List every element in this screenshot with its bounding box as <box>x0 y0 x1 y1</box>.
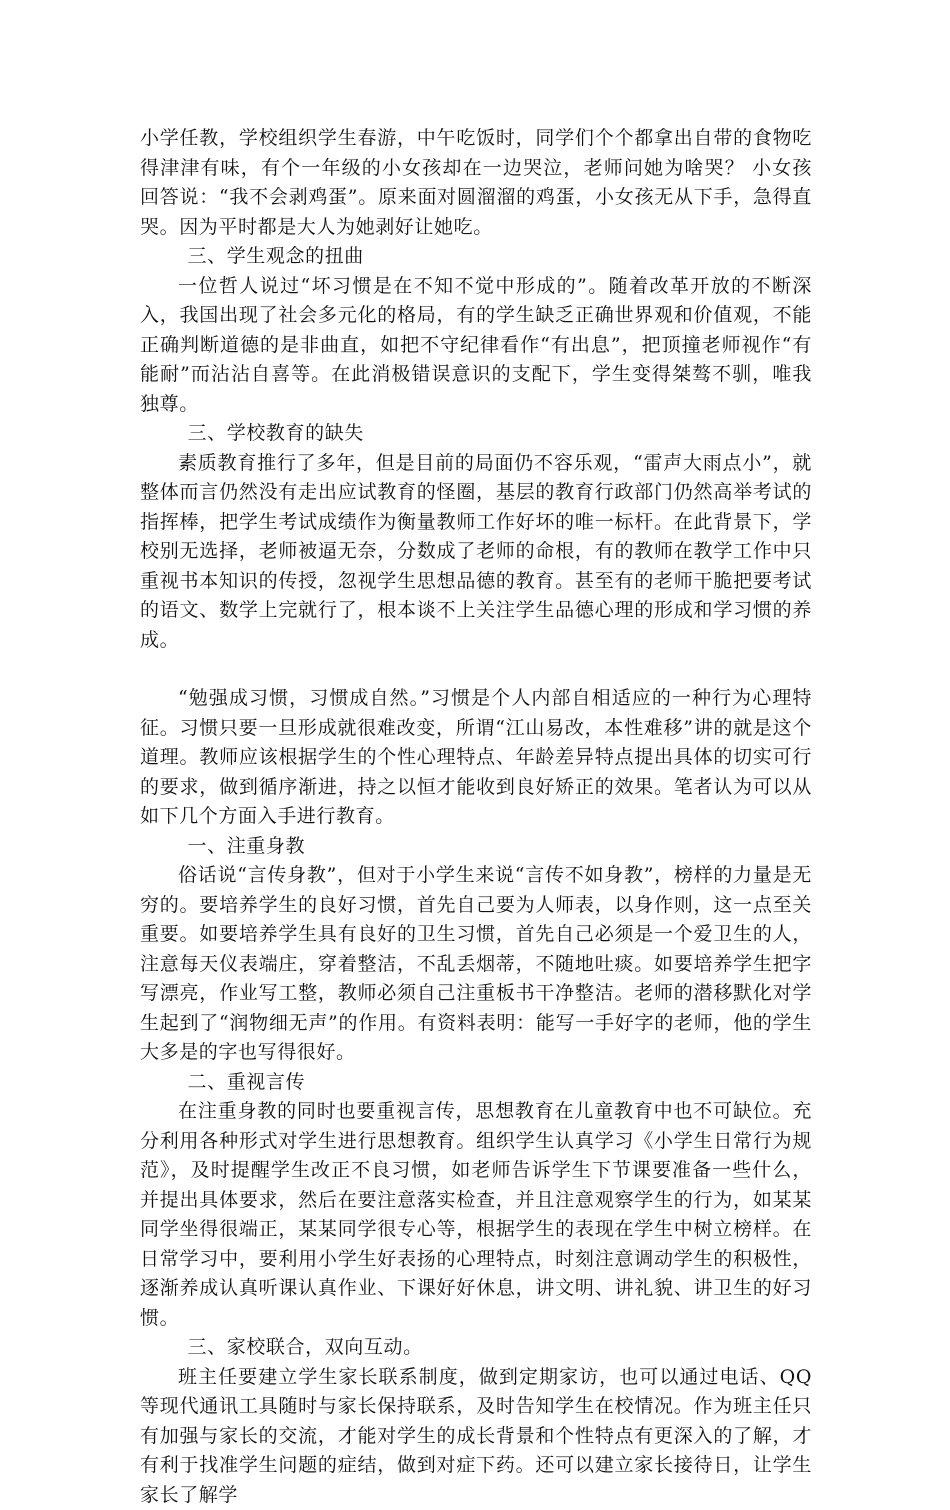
paragraph-bad-habits: 一位哲人说过“坏习惯是在不知不觉中形成的”。随着改革开放的不断深入，我国出现了社会多元化的格局，有的学生缺乏正确世界观和价值观，不能正确判断道德的是非曲直，如把不守纪律看作“有出息”，把顶撞老师视作“有能耐”而沾沾自喜等。在此消极错误意识的支配下，学生变得桀骜不驯，唯我独尊。 <box>140 272 812 420</box>
heading-school-education: 三、学校教育的缺失 <box>140 419 812 449</box>
paragraph-quality-education: 素质教育推行了多年，但是目前的局面仍不容乐观，“雷声大雨点小”，就整体而言仍然没有走出应试教育的怪圈，基层的教育行政部门仍然高举考试的指挥棒，把学生考试成绩作为衡量教师工作好坏的唯一标杆。在此背景下，学校别无选择，老师被逼无奈，分数成了老师的命根，有的教师在教学工作中只重视书本知识的传授，忽视学生思想品德的教育。甚至有的老师干脆把要考试的语文、数学上完就行了，根本谈不上关注学生品德心理的形成和学习惯的养成。 <box>140 449 812 656</box>
paragraph-verbal-teaching: 在注重身教的同时也要重视言传，思想教育在儿童教育中也不可缺位。充分利用各种形式对学生进行思想教育。组织学生认真学习《小学生日常行为规范》，及时提醒学生改正不良习惯，如老师告诉学生下节课要准备一些什么，并提出具体要求，然后在要注意落实检查，并且注意观察学生的行为，如某某同学坐得很端正，某某同学很专心等，根据学生的表现在学生中树立榜样。在日常学习中，要利用小学生好表扬的心理特点，时刻注意调动学生的积极性，逐渐养成认真听课认真作业、下课好好休息，讲文明、讲礼貌、讲卫生的好习惯。 <box>140 1097 812 1333</box>
heading-student-views: 三、学生观念的扭曲 <box>140 242 812 272</box>
paragraph-habit-formation: “勉强成习惯，习惯成自然。”习惯是个人内部自相适应的一种行为心理特征。习惯只要一旦形成就很难改变，所谓“江山易改，本性难移”讲的就是这个道理。教师应该根据学生的个性心理特点、年龄差异特点提出具体的切实可行的要求，做到循序渐进，持之以恒才能收到良好矫正的效果。笔者认为可以从如下几个方面入手进行教育。 <box>140 684 812 832</box>
paragraph-gap <box>140 655 812 684</box>
paragraph-spring-outing: 小学任教，学校组织学生春游，中午吃饭时，同学们个个都拿出自带的食物吃得津津有味，有个一年级的小女孩却在一边哭泣，老师问她为啥哭？ 小女孩回答说：“我不会剥鸡蛋”。原来面对圆溜溜的鸡蛋，小女孩无从下手，急得直哭。因为平时都是大人为她剥好让她吃。 <box>140 124 812 242</box>
heading-home-school: 三、家校联合，双向互动。 <box>140 1333 812 1363</box>
heading-verbal-teaching: 二、重视言传 <box>140 1068 812 1098</box>
document-body <box>140 124 812 1510</box>
paragraph-teach-by-example: 俗话说“言传身教”，但对于小学生来说“言传不如身教”，榜样的力量是无穷的。要培养学生的良好习惯，首先自己要为人师表，以身作则，这一点至关重要。如要培养学生具有良好的卫生习惯，首先自己必须是一个爱卫生的人，注意每天仪表端庄，穿着整洁，不乱丢烟蒂，不随地吐痰。如要培养学生把字写漂亮，作业写工整，教师必须自己注重板书干净整洁。老师的潜移默化对学生起到了“润物细无声”的作用。有资料表明：能写一手好字的老师，他的学生大多是的字也写得很好。 <box>140 861 812 1068</box>
paragraph-home-school: 班主任要建立学生家长联系制度，做到定期家访，也可以通过电话、QQ等现代通讯工具随时与家长保持联系，及时告知学生在校情况。作为班主任只有加强与家长的交流，才能对学生的成长背景和个性特点有更深入的了解，才有利于找准学生问题的症结，做到对症下药。还可以建立家长接待日，让学生家长了解学 <box>140 1363 812 1510</box>
heading-teach-by-example: 一、注重身教 <box>140 832 812 862</box>
